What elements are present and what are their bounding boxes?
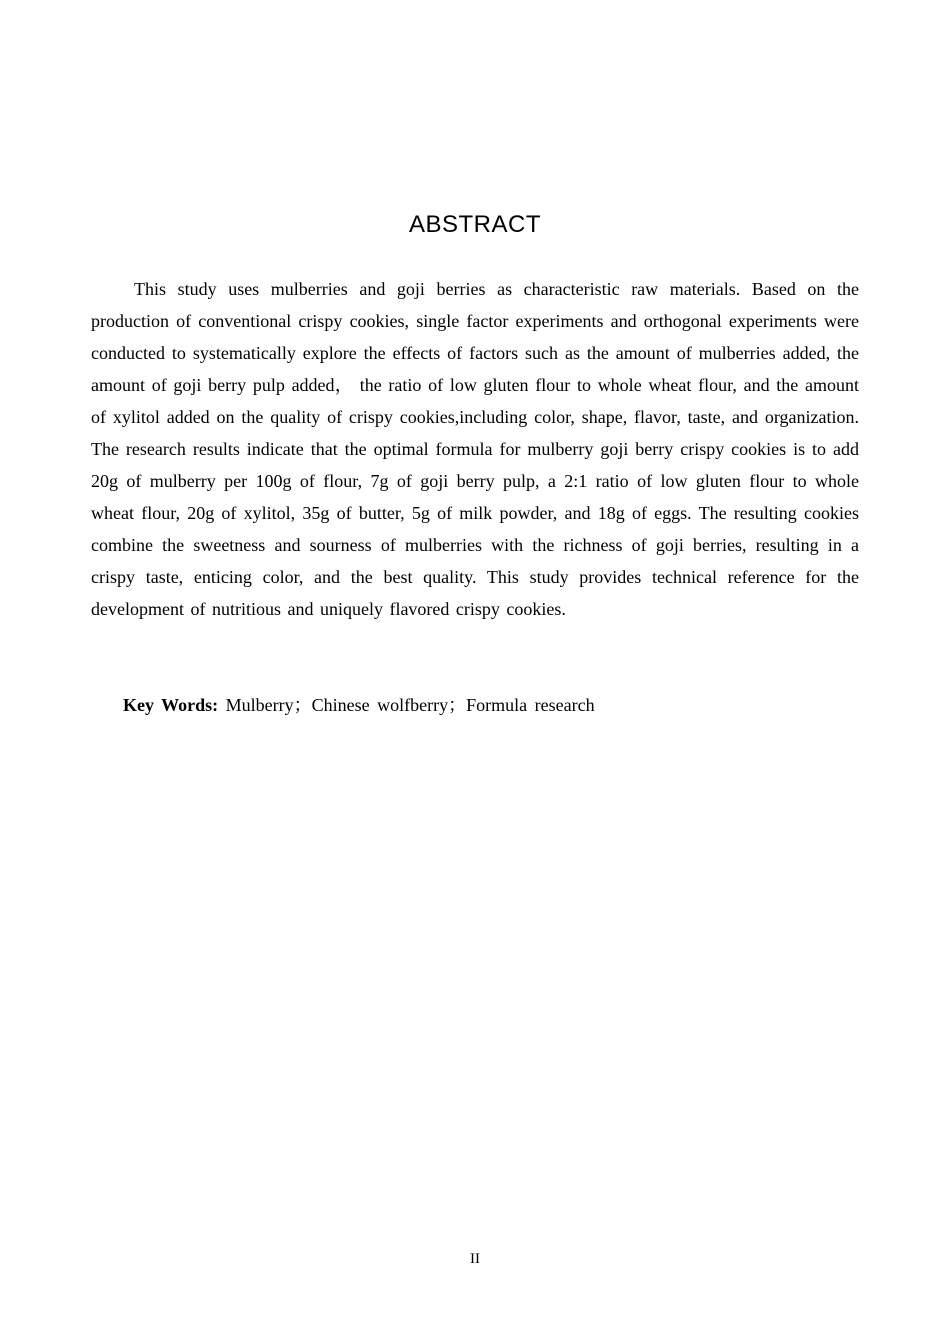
abstract-title: ABSTRACT: [408, 211, 541, 238]
keywords-label: Key Words:: [123, 695, 219, 715]
page-number: II: [470, 1251, 480, 1267]
keywords-list: Mulberry；Chinese wolfberry；Formula research: [225, 695, 595, 715]
abstract-paragraph: This study uses mulberries and goji berries as characteristic raw materials. Based on the production of conventional crispy cookies, single factor experiments and orthogonal experiments were conducted to systematically explore the effects of factors such as the amount of mulberries added, the amount of goji berry pulp added， the ratio of low gluten flour to whole wheat flour, and the amount of xylitol added on the quality of crispy cookies,including color, shape, flavor, taste, and organization. The research results indicate that the optimal formula for mulberry goji berry crispy cookies is to add 20g of mulberry per 100g of flour, 7g of goji berry pulp, a 2:1 ratio of low gluten flour to whole wheat flour, 20g of xylitol, 35g of butter, 5g of milk powder, and 18g of eggs. The resulting cookies combine the sweetness and sourness of mulberries with the richness of goji berries, resulting in a crispy taste, enticing color, and the best quality. This study provides technical reference for the development of nutritious and uniquely flavored crispy cookies.: [91, 279, 859, 619]
keywords-line: [123, 689, 859, 721]
